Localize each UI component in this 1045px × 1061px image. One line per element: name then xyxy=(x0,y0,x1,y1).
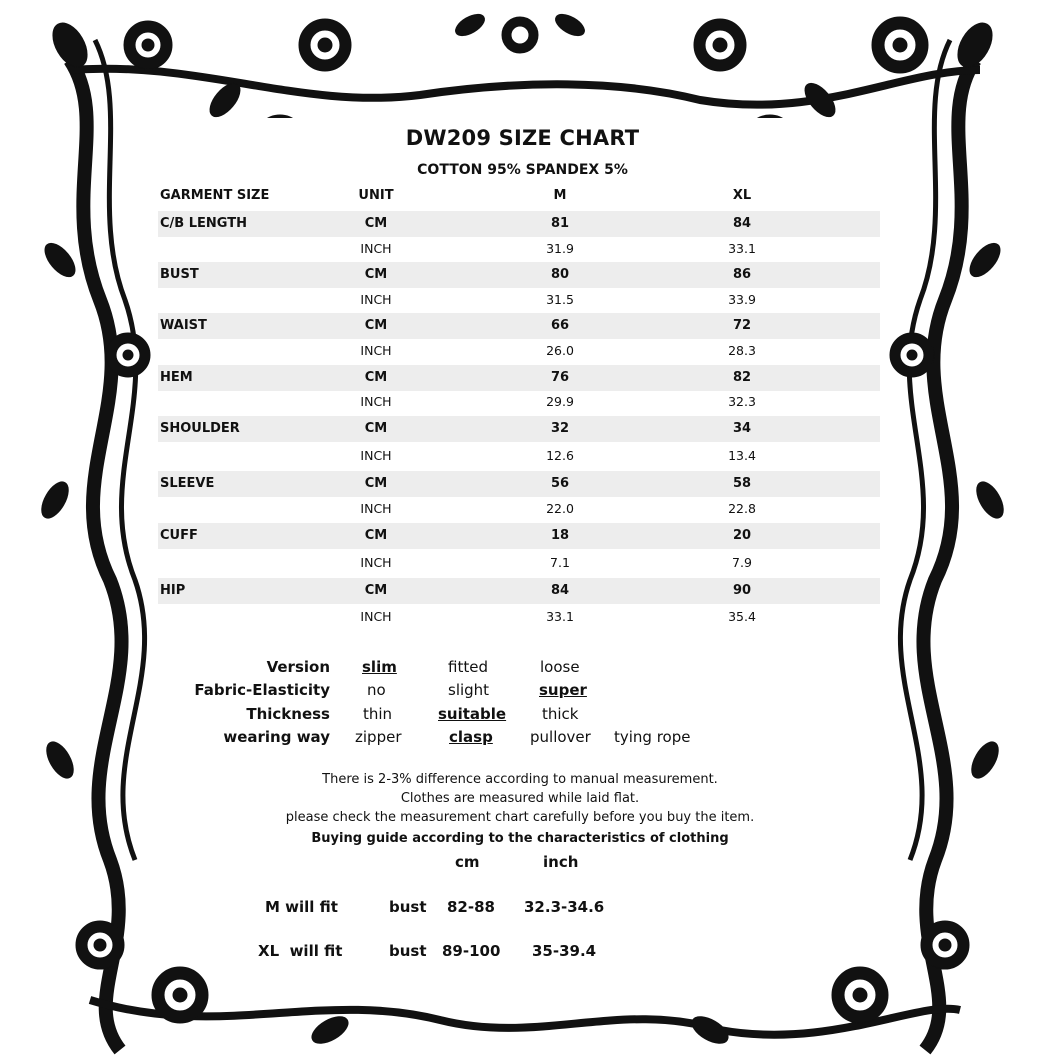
characteristic-label: Version xyxy=(266,658,330,676)
size-m-cell: 29.9 xyxy=(546,394,574,409)
guide-part: bust xyxy=(389,942,427,960)
size-xl-cell: 20 xyxy=(732,528,752,543)
measurement-name: CUFF xyxy=(160,528,198,543)
guide-cm: 82-88 xyxy=(447,898,495,916)
option-selected: suitable xyxy=(438,705,507,723)
option: tying rope xyxy=(614,728,691,746)
option-selected: super xyxy=(539,681,587,699)
option: pullover xyxy=(530,728,591,746)
unit-cell: CM xyxy=(364,528,388,543)
table-row-cm xyxy=(158,262,880,288)
unit-cell: INCH xyxy=(360,448,392,463)
unit-cell: CM xyxy=(364,267,388,282)
unit-cell: CM xyxy=(364,421,388,436)
option: no xyxy=(367,681,386,699)
size-m-cell: 76 xyxy=(550,370,570,385)
header-garment-size: GARMENT SIZE xyxy=(160,188,270,203)
size-xl-cell: 32.3 xyxy=(728,394,756,409)
guide-size: M will fit xyxy=(265,898,338,916)
table-row-inch xyxy=(158,496,880,522)
table-row-inch xyxy=(158,389,880,415)
rose-icon xyxy=(832,967,888,1023)
rose-icon xyxy=(872,17,928,73)
size-m-cell: 56 xyxy=(550,476,570,491)
size-m-cell: 32 xyxy=(550,421,570,436)
unit-cell: INCH xyxy=(360,343,392,358)
material-subtitle: COTTON 95% SPANDEX 5% xyxy=(417,162,628,178)
table-row-cm xyxy=(158,211,880,237)
unit-cell: INCH xyxy=(360,555,392,570)
size-m-cell: 33.1 xyxy=(546,609,574,624)
size-xl-cell: 13.4 xyxy=(728,448,756,463)
right-vine xyxy=(923,60,975,1050)
size-xl-cell: 33.9 xyxy=(728,292,756,307)
measurement-name: HIP xyxy=(160,583,186,598)
size-m-cell: 80 xyxy=(550,267,570,282)
measurement-name: SLEEVE xyxy=(160,476,215,491)
measurement-name: WAIST xyxy=(160,318,207,333)
unit-cell: INCH xyxy=(360,241,392,256)
guide-header-cm: cm xyxy=(455,853,480,871)
option-selected: clasp xyxy=(449,728,493,746)
table-row-inch xyxy=(158,236,880,262)
size-xl-cell: 34 xyxy=(732,421,752,436)
size-m-cell: 84 xyxy=(550,583,570,598)
size-m-cell: 66 xyxy=(550,318,570,333)
table-row-inch xyxy=(158,287,880,313)
unit-cell: INCH xyxy=(360,501,392,516)
rose-icon xyxy=(106,333,150,377)
guide-cm: 89-100 xyxy=(442,942,501,960)
unit-cell: INCH xyxy=(360,292,392,307)
guide-inch: 35-39.4 xyxy=(532,942,597,960)
note-line: please check the measurement chart carefully before you buy the item. xyxy=(285,810,755,825)
characteristic-label: Thickness xyxy=(246,705,330,723)
rose-icon xyxy=(76,921,124,969)
size-xl-cell: 22.8 xyxy=(728,501,756,516)
size-m-cell: 18 xyxy=(550,528,570,543)
guide-part: bust xyxy=(389,898,427,916)
size-xl-cell: 28.3 xyxy=(728,343,756,358)
option: thin xyxy=(363,705,393,723)
page-title: DW209 SIZE CHART xyxy=(405,126,640,150)
table-row-inch xyxy=(158,443,880,469)
unit-cell: CM xyxy=(364,476,388,491)
note-line: There is 2-3% difference according to manual measurement. xyxy=(322,772,718,787)
rose-icon xyxy=(694,19,746,71)
header-size-m: M xyxy=(553,188,567,203)
size-m-cell: 31.5 xyxy=(546,292,574,307)
rose-icon xyxy=(124,21,172,69)
guide-size: XL will fit xyxy=(258,942,343,960)
size-xl-cell: 33.1 xyxy=(728,241,756,256)
option: loose xyxy=(540,658,580,676)
unit-cell: CM xyxy=(364,216,388,231)
unit-cell: INCH xyxy=(360,609,392,624)
unit-cell: CM xyxy=(364,583,388,598)
table-row-cm xyxy=(158,313,880,339)
rose-icon xyxy=(299,19,351,71)
option-selected: slim xyxy=(362,658,397,676)
unit-cell: CM xyxy=(364,370,388,385)
note-line: Clothes are measured while laid flat. xyxy=(400,791,640,806)
header-size-xl: XL xyxy=(732,188,752,203)
size-m-cell: 12.6 xyxy=(546,448,574,463)
size-m-cell: 22.0 xyxy=(546,501,574,516)
measurement-name: BUST xyxy=(160,267,199,282)
size-m-cell: 26.0 xyxy=(546,343,574,358)
measurement-name: HEM xyxy=(160,370,193,385)
top-vine xyxy=(70,69,980,105)
size-xl-cell: 82 xyxy=(732,370,752,385)
option: thick xyxy=(542,705,579,723)
table-row-inch xyxy=(158,338,880,364)
table-row-inch xyxy=(158,604,880,630)
guide-inch: 32.3-34.6 xyxy=(524,898,605,916)
size-xl-cell: 7.9 xyxy=(732,555,752,570)
size-xl-cell: 86 xyxy=(732,267,752,282)
unit-cell: CM xyxy=(364,318,388,333)
rose-icon xyxy=(152,967,208,1023)
characteristic-label: wearing way xyxy=(223,728,330,746)
option: zipper xyxy=(355,728,402,746)
table-row-cm xyxy=(158,416,880,442)
measurement-name: SHOULDER xyxy=(160,421,240,436)
table-row-cm xyxy=(158,365,880,391)
buying-guide-title: Buying guide according to the characteristics of clothing xyxy=(311,831,729,846)
bottom-vine xyxy=(90,1000,960,1035)
guide-header-inch: inch xyxy=(543,853,579,871)
size-xl-cell: 90 xyxy=(732,583,752,598)
header-unit: UNIT xyxy=(358,188,394,203)
size-xl-cell: 58 xyxy=(732,476,752,491)
size-m-cell: 31.9 xyxy=(546,241,574,256)
characteristic-label: Fabric-Elasticity xyxy=(194,681,330,699)
unit-cell: INCH xyxy=(360,394,392,409)
table-row-cm xyxy=(158,523,880,549)
size-xl-cell: 35.4 xyxy=(728,609,756,624)
measurement-name: C/B LENGTH xyxy=(160,216,247,231)
size-m-cell: 81 xyxy=(550,216,570,231)
rose-icon xyxy=(502,17,538,53)
size-xl-cell: 72 xyxy=(732,318,752,333)
rose-icon xyxy=(890,333,934,377)
table-row-inch xyxy=(158,550,880,576)
table-row-cm xyxy=(158,578,880,604)
size-xl-cell: 84 xyxy=(732,216,752,231)
option: slight xyxy=(448,681,490,699)
left-vine xyxy=(70,60,122,1050)
table-row-cm xyxy=(158,471,880,497)
size-m-cell: 7.1 xyxy=(550,555,570,570)
option: fitted xyxy=(448,658,488,676)
rose-icon xyxy=(921,921,969,969)
